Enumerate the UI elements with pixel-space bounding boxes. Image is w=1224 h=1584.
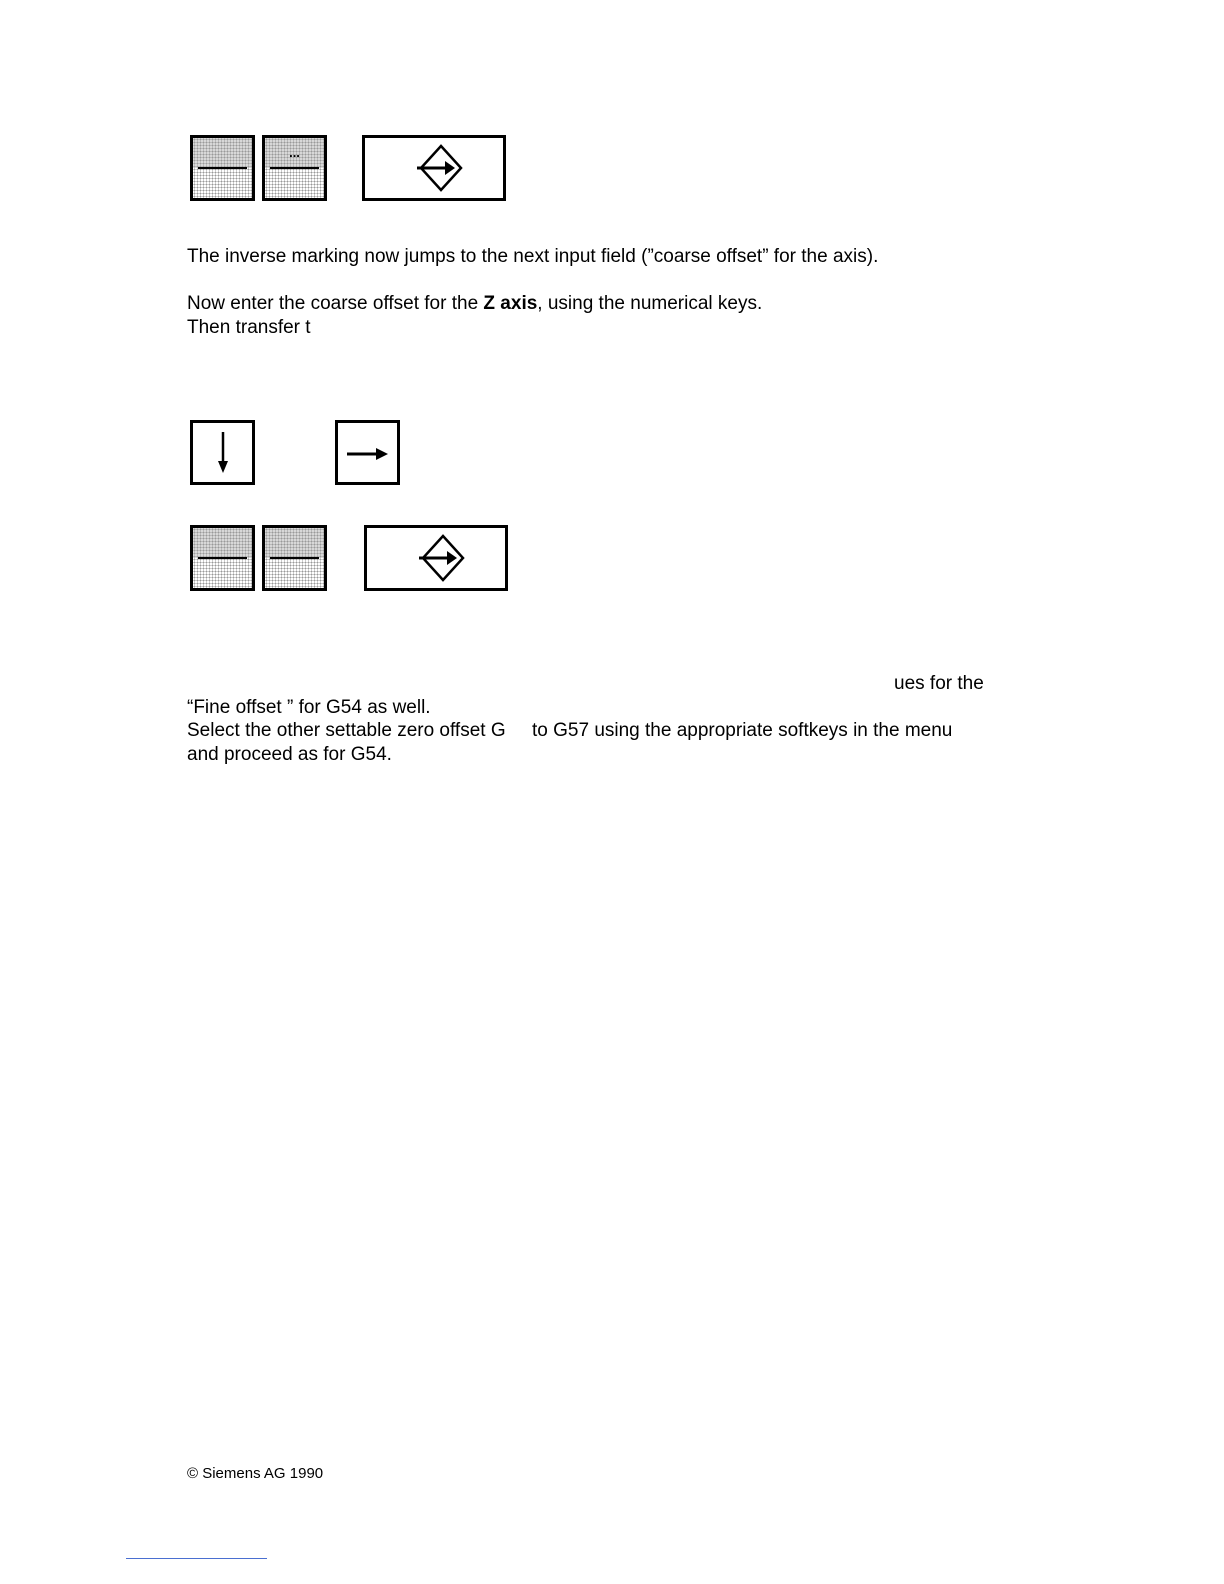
arrow-down-icon <box>193 423 252 482</box>
footer-rule <box>126 1558 267 1559</box>
instruction-paragraph-2-line-1 <box>187 292 762 315</box>
softkey-divider <box>198 557 247 559</box>
softkey[interactable] <box>190 525 255 591</box>
cursor-down-key[interactable] <box>190 420 255 485</box>
softkey[interactable] <box>190 135 255 201</box>
z-axis-emphasis: Z axis <box>483 293 538 314</box>
softkey-ellipsis: ... <box>289 145 300 160</box>
text-segment: Now enter the coarse offset for the <box>187 293 484 314</box>
text-segment: , using the numerical keys. <box>537 293 763 314</box>
softkey[interactable] <box>262 525 327 591</box>
instruction-paragraph-3-line-4: and proceed as for G54. <box>187 744 392 765</box>
softkey-more[interactable] <box>262 135 327 201</box>
instruction-paragraph-3-line-1: ues for the <box>894 673 984 694</box>
cursor-right-key[interactable] <box>335 420 400 485</box>
input-icon <box>367 528 505 588</box>
instruction-paragraph-2-line-2: Then transfer t <box>187 317 311 338</box>
input-icon <box>365 138 503 198</box>
softkey-divider <box>270 167 319 169</box>
arrow-right-icon <box>338 423 397 482</box>
copyright-footer: © Siemens AG 1990 <box>187 1465 324 1482</box>
instruction-paragraph-3-line-2: “Fine offset ” for G54 as well. <box>187 697 431 718</box>
instruction-paragraph-3-line-3: Select the other settable zero offset G to G57 using the appropriate softkeys in the menu <box>187 720 953 741</box>
softkey-divider <box>198 167 247 169</box>
input-key[interactable] <box>362 135 506 201</box>
softkey-divider <box>270 557 319 559</box>
input-key[interactable] <box>364 525 508 591</box>
instruction-paragraph-1: The inverse marking now jumps to the next input field (”coarse offset” for the axis). <box>187 246 879 267</box>
